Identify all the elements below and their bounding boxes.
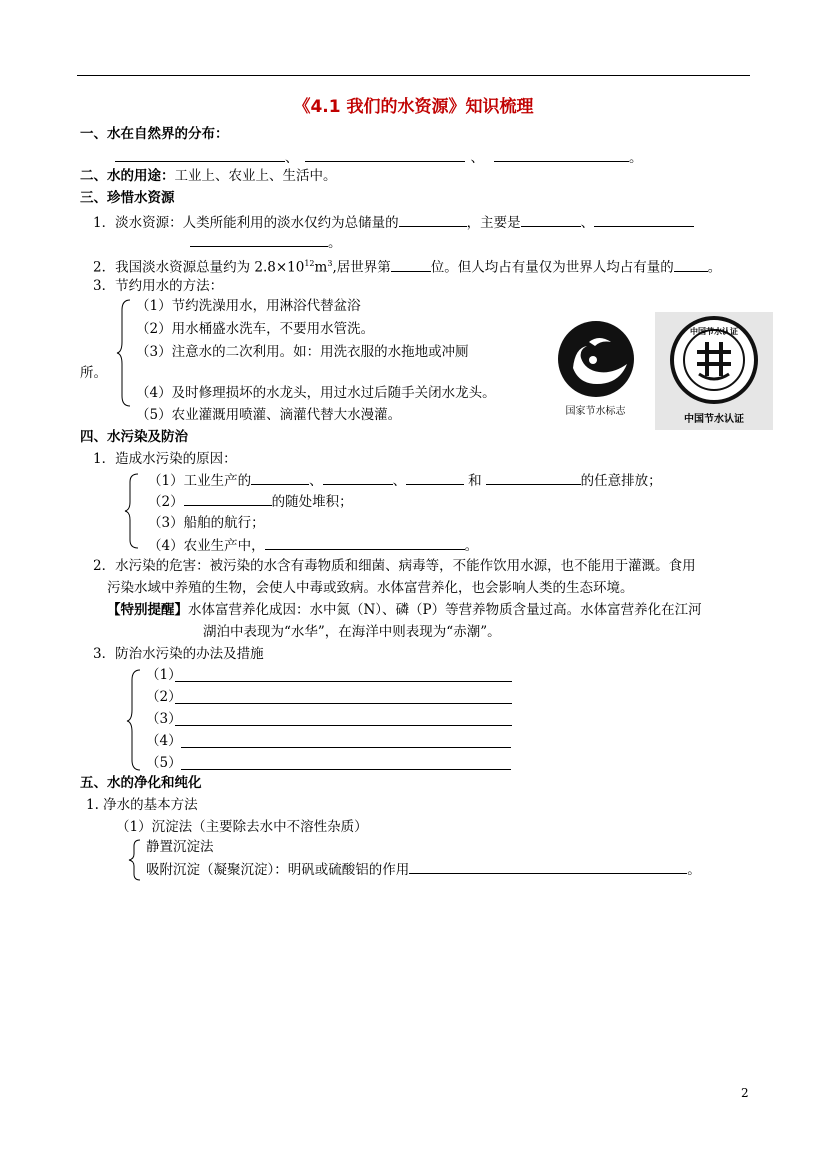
s3-item-1: 1．淡水资源：人类所能利用的淡水仅约为总储量的 ，主要是 、 (93, 213, 694, 232)
blank[interactable] (305, 148, 465, 162)
s4-cause-4: （4）农业生产中， 。 (148, 538, 479, 554)
blank[interactable] (594, 213, 694, 227)
s4-item-2-line2: 污染水域中养殖的生物，会使人中毒或致病。水体富营养化，也会影响人类的生态环境。 (107, 580, 634, 596)
s4-measure-4-blank[interactable] (181, 747, 511, 748)
page-number: 2 (741, 1086, 749, 1100)
tip-label: 【特别提醒】 (107, 602, 188, 618)
blank[interactable] (391, 258, 431, 272)
s4-measure-2-label: （2） (146, 689, 182, 705)
s4-tip-line2: 湖泊中表现为“水华”，在海洋中则表现为“赤潮”。 (203, 624, 501, 640)
brace-pollution-causes (124, 472, 140, 550)
blank[interactable] (251, 471, 309, 485)
s4-measure-5-label: （5） (146, 755, 182, 771)
brace-prevention (126, 668, 142, 772)
s4-item-1: 1．造成水污染的原因： (93, 451, 237, 467)
s3-method-1: （1）节约洗澡用水，用淋浴代替盆浴 (136, 298, 361, 314)
s5-method-b: 吸附沉淀（凝聚沉淀）：明矾或硫酸铝的作用 。 (146, 862, 701, 878)
blank[interactable] (184, 492, 272, 506)
section-2 (80, 167, 337, 185)
s4-cause-3: （3）船舶的航行； (148, 515, 265, 531)
s4-measure-1-label: （1） (146, 667, 182, 683)
s3-method-3-cont: 所。 (80, 365, 107, 381)
brace-water-saving (116, 298, 132, 408)
blank[interactable] (486, 471, 581, 485)
s4-item-3: 3．防治水污染的办法及措施 (93, 646, 264, 662)
s4-measure-1-blank[interactable] (175, 681, 512, 682)
s3-method-5: （5）农业灌溉用喷灌、滴灌代替大水漫灌。 (136, 407, 402, 423)
section-3-heading: 三、珍惜水资源 (80, 190, 175, 206)
s3-item-1-cont: 。 (190, 233, 342, 252)
s4-measure-3-label: （3） (146, 711, 182, 727)
blank[interactable] (409, 860, 687, 874)
blank[interactable] (265, 536, 465, 550)
brace-sedimentation (128, 838, 142, 882)
blank[interactable] (521, 213, 581, 227)
blank[interactable] (323, 471, 393, 485)
s4-measure-4-label: （4） (146, 733, 182, 749)
s5-method-a: 静置沉淀法 (146, 839, 214, 855)
s5-sub-1: （1）沉淀法（主要除去水中不溶性杂质） (116, 819, 368, 835)
blank[interactable] (190, 233, 328, 247)
s4-tip-line1: 【特别提醒】水体富营养化成因：水中氮（N）、磷（P）等营养物质含量过高。水体富营养化在江河 (107, 602, 702, 618)
blank[interactable] (115, 148, 285, 162)
section-4-heading: 四、水污染及防治 (80, 429, 188, 445)
section-2-heading: 二、水的用途： (80, 168, 175, 184)
blank[interactable] (494, 148, 629, 162)
s4-measure-3-blank[interactable] (175, 725, 512, 726)
s3-method-3: （3）注意水的二次利用。如：用洗衣服的水拖地或冲厕 (136, 344, 469, 360)
s5-item-1: 1. 净水的基本方法 (86, 797, 198, 813)
s3-item-2: 2．我国淡水资源总量约为 $2.8\times 10^{12}m^3$,居世界第 位。但人均占有量仅为世界人均占有量的 。 (93, 259, 722, 276)
s4-item-2-line1: 2．水污染的危害：被污染的水含有毒物质和细菌、病毒等，不能作饮用水源，也不能用于灌溉。食用 (93, 558, 696, 574)
section-1-blanks: 、 、 。 (115, 148, 643, 167)
blank[interactable] (399, 213, 467, 227)
blank[interactable] (674, 258, 708, 272)
s3-method-4: （4）及时修理损坏的水龙头，用过水过后随手关闭水龙头。 (136, 385, 496, 401)
top-rule (77, 75, 750, 76)
s4-measure-2-blank[interactable] (175, 703, 512, 704)
logo1-caption: 国家节水标志 (565, 406, 626, 417)
page-title: 《4.1 我们的水资源》知识梳理 (293, 97, 534, 117)
section-1-heading: 一、水在自然界的分布： (80, 126, 229, 142)
china-water-certification-logo (655, 312, 773, 430)
section-5-heading: 五、水的净化和纯化 (80, 775, 202, 791)
logo2-caption: 中国节水认证 (684, 414, 744, 425)
s4-measure-5-blank[interactable] (181, 769, 511, 770)
s4-cause-1: （1）工业生产的 、 、 和 的任意排放； (148, 473, 662, 489)
blank[interactable] (406, 471, 464, 485)
s4-cause-2: （2） 的随处堆积； (148, 494, 353, 510)
section-2-text: 工业上、农业上、生活中。 (174, 168, 337, 184)
s3-method-2: （2）用水桶盛水洗车，不要用水管洗。 (136, 321, 375, 337)
national-water-saving-logo (541, 312, 650, 424)
s3-item-3: 3．节约用水的方法： (93, 278, 224, 294)
logo2-ring-text: 中国节水认证 (690, 327, 738, 336)
